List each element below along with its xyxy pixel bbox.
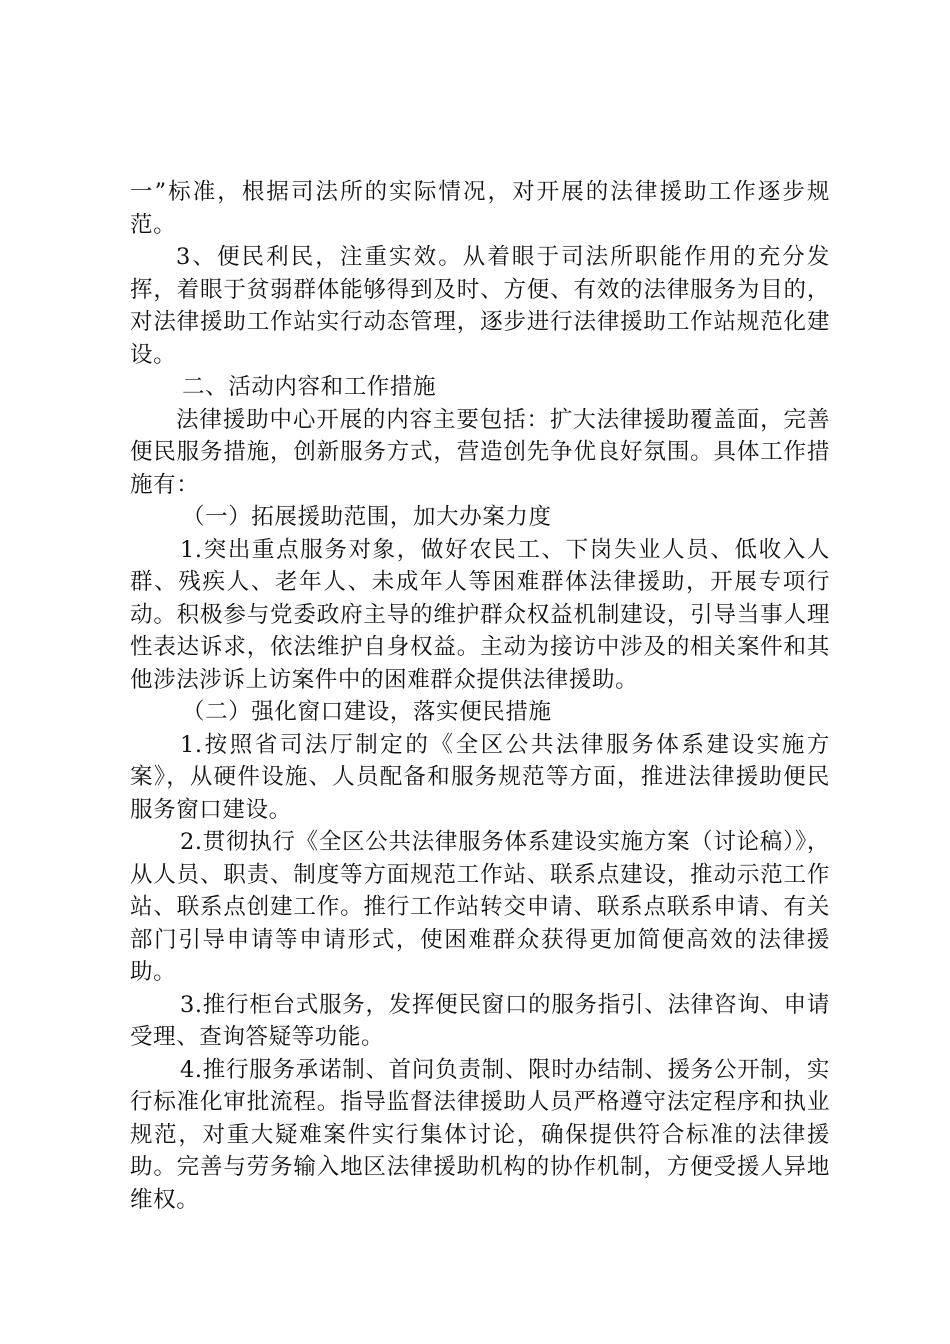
paragraph-continuation: 一”标准，根据司法所的实际情况，对开展的法律援助工作逐步规范。 [130, 179, 830, 238]
paragraph-item-2-3: 3.推行柜台式服务，发挥便民窗口的服务指引、法律咨询、申请受理、查询答疑等功能。 [130, 991, 830, 1050]
paragraph-principle-3: 3、便民利民，注重实效。从着眼于司法所职能作用的充分发挥，着眼于贫弱群体能够得到及时、方便、有效的法律服务为目的，对法律援助工作站实行动态管理，逐步进行法律援助工作站规范化建设。 [130, 244, 830, 368]
subsection-heading-1: （一）拓展援助范围，加大办案力度 [182, 504, 552, 530]
subsection-heading-2: （二）强化窗口建设，落实便民措施 [182, 699, 552, 725]
paragraph-item-2-1: 1.按照省司法厅制定的《全区公共法律服务体系建设实施方案》，从硬件设施、人员配备和服务规范等方面，推进法律援助便民服务窗口建设。 [130, 731, 830, 823]
document-body [130, 176, 830, 1216]
paragraph-item-2-2: 2.贯彻执行《全区公共法律服务体系建设实施方案（讨论稿）》，从人员、职责、制度等方面规范工作站、联系点建设，推动示范工作站、联系点创建工作。推行工作站转交申请、联系点联系申请、有关部门引导申请等申请形式，使困难群众获得更加简便高效的法律援助。 [130, 829, 830, 985]
paragraph-item-1-1: 1.突出重点服务对象，做好农民工、下岗失业人员、低收入人群、残疾人、老年人、未成年人等困难群体法律援助，开展专项行动。积极参与党委政府主导的维护群众权益机制建设，引导当事人理性表达诉求，依法维护自身权益。主动为接访中涉及的相关案件和其他涉法涉诉上访案件中的困难群众提供法律援助。 [130, 536, 830, 693]
paragraph-item-2-4: 4.推行服务承诺制、首问负责制、限时办结制、援务公开制，实行标准化审批流程。指导监督法律援助人员严格遵守法定程序和执业规范，对重大疑难案件实行集体讨论，确保提供符合标准的法律援助。完善与劳务输入地区法律援助机构的协作机制，方便受援人异地维权。 [130, 1056, 830, 1213]
section-heading-2: 二、活动内容和工作措施 [182, 374, 437, 400]
paragraph-content-intro: 法律援助中心开展的内容主要包括：扩大法律援助覆盖面，完善便民服务措施，创新服务方式，营造创先争优良好氛围。具体工作措施有： [130, 406, 830, 498]
